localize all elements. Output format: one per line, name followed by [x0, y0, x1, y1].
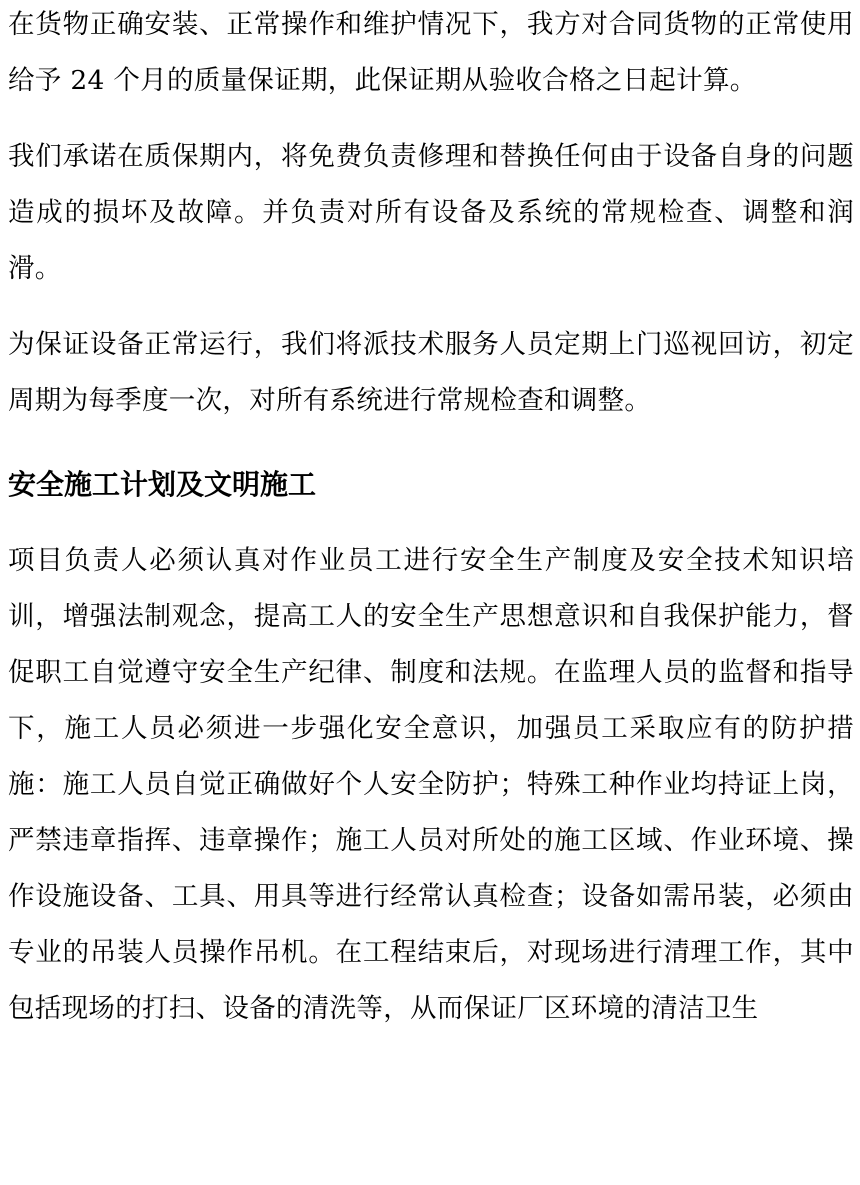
section-heading: 安全施工计划及文明施工	[8, 468, 317, 501]
paragraph-safety-plan: 项目负责人必须认真对作业员工进行安全生产制度及安全技术知识培训，增强法制观念，提高工人的安全生产思想意识和自我保护能力，督促职工自觉遵守安全生产纪律、制度和法规。在监理人员的监督和指导下，施工人员必须进一步强化安全意识，加强员工采取应有的防护措施：施工人员自觉正确做好个人安全防护；特殊工种作业均持证上岗，严禁违章指挥、违章操作；施工人员对所处的施工区域、作业环境、操作设施设备、工具、用具等进行经常认真检查；设备如需吊装，必须由专业的吊装人员操作吊机。在工程结束后，对现场进行清理工作，其中包括现场的打扫、设备的清洗等，从而保证厂区环境的清洁卫生	[8, 545, 854, 1024]
paragraph-warranty-commitment: 我们承诺在质保期内，将免费负责修理和替换任何由于设备自身的问题造成的损坏及故障。并负责对所有设备及系统的常规检查、调整和润滑。	[8, 141, 854, 284]
paragraph-warranty-period: 在货物正确安装、正常操作和维护情况下，我方对合同货物的正常使用给予 24 个月的质量保证期，此保证期从验收合格之日起计算。	[8, 9, 854, 96]
paragraph-service-visits: 为保证设备正常运行，我们将派技术服务人员定期上门巡视回访，初定周期为每季度一次，对所有系统进行常规检查和调整。	[8, 329, 854, 416]
document-page	[8, 0, 854, 1037]
